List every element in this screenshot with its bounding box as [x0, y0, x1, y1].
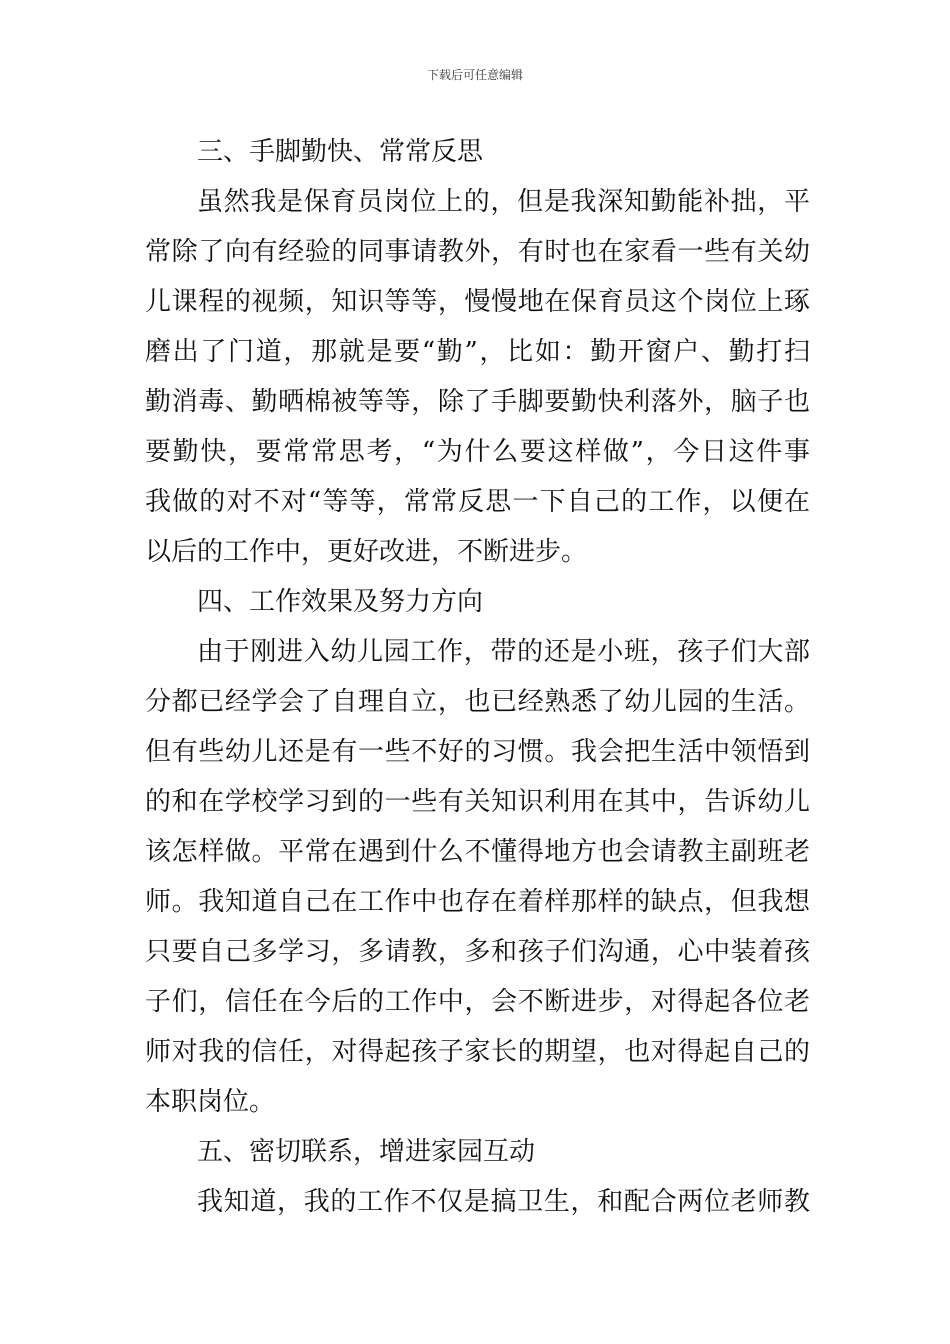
text-line: 本职岗位。	[145, 1087, 276, 1117]
text-line: 的和在学校学习到的一些有关知识利用在其中，告诉幼儿	[145, 787, 810, 817]
text-line: 该怎样做。平常在遇到什么不懂得地方也会请教主副班老	[145, 837, 810, 867]
text-line: 勤消毒、勤晒棉被等等，除了手脚要勤快利落外，脑子也	[145, 387, 810, 417]
text-line: 四、工作效果及努力方向	[197, 587, 484, 617]
text-line: 儿课程的视频，知识等等，慢慢地在保育员这个岗位上琢	[145, 287, 810, 317]
text-line: 虽然我是保育员岗位上的，但是我深知勤能补拙，平	[197, 187, 810, 217]
text-line: 常除了向有经验的同事请教外，有时也在家看一些有关幼	[145, 237, 810, 267]
text-line: 只要自己多学习，多请教，多和孩子们沟通，心中装着孩	[145, 937, 810, 967]
text-line: 我知道，我的工作不仅是搞卫生，和配合两位老师教	[197, 1187, 810, 1217]
text-line: 师。我知道自己在工作中也存在着样那样的缺点，但我想	[145, 887, 810, 917]
text-line: 由于刚进入幼儿园工作，带的还是小班，孩子们大部	[197, 637, 810, 667]
text-line: 要勤快，要常常思考，“为什么要这样做”，今日这件事	[145, 437, 810, 467]
text-line: 但有些幼儿还是有一些不好的习惯。我会把生活中领悟到	[145, 737, 810, 767]
text-line: 我做的对不对“等等，常常反思一下自己的工作，以便在	[145, 487, 810, 517]
text-line: 磨出了门道，那就是要“勤”，比如：勤开窗户、勤打扫	[145, 337, 810, 367]
text-line: 三、手脚勤快、常常反思	[197, 137, 484, 167]
text-line: 师对我的信任，对得起孩子家长的期望，也对得起自己的	[145, 1037, 810, 1067]
text-line: 子们，信任在今后的工作中，会不断进步，对得起各位老	[145, 987, 810, 1017]
document-body	[145, 127, 810, 1227]
text-line: 分都已经学会了自理自立，也已经熟悉了幼儿园的生活。	[145, 687, 810, 717]
text-line: 以后的工作中，更好改进，不断进步。	[145, 537, 588, 567]
text-line: 五、密切联系，增进家园互动	[197, 1137, 536, 1167]
header-note: 下载后可任意编辑	[426, 68, 523, 82]
